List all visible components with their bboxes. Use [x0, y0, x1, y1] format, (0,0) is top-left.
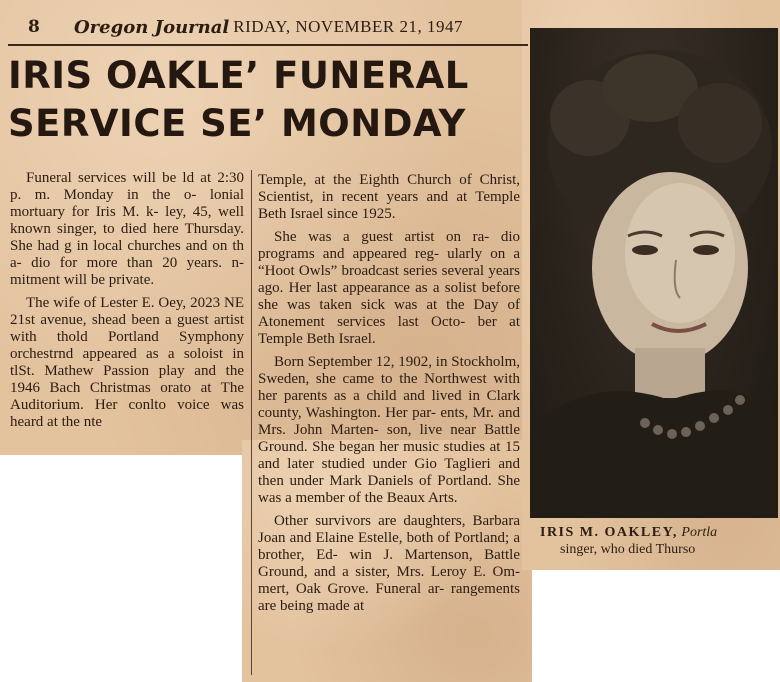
- newspaper-name: Oregon Journal: [74, 16, 230, 38]
- article-paragraph: The wife of Lester E. Oey, 2023 NE 21st avenue, shead been a guest artist with thold Portland Symphony orchestrnd appeared as a soloist in tlSt. Mathew Passion play and the 1946 Bach Christmas orato at The Auditorium. Her conlto voice was heard at the nte: [10, 295, 244, 430]
- caption-line-2: singer, who died Thurso: [560, 542, 696, 557]
- page-number: 8: [28, 17, 40, 37]
- headline-line-1: IRIS OAKLE’ FUNERAL: [8, 54, 469, 97]
- headline-line-2: SERVICE SE’ MONDAY: [8, 102, 466, 145]
- masthead: [8, 10, 528, 46]
- article-column-left: [10, 170, 244, 437]
- portrait-photo: [530, 28, 778, 518]
- article-paragraph: Temple, at the Eighth Church of Christ, Scientist, in recent years and at Temple Beth Israel since 1925.: [258, 172, 520, 222]
- column-divider: [251, 170, 252, 675]
- article-paragraph: Other survivors are daughters, Barbara Joan and Elaine Estelle, both of Portland; a brother, Ed- win J. Martenson, Battle Ground, and a sister, Mrs. Leroy E. Om- mert, Oak Grove. Funeral ar- rangements are being made at: [258, 513, 520, 614]
- caption-name: IRIS M. OAKLEY,: [540, 525, 678, 540]
- article-paragraph: Funeral services will be ld at 2:30 p. m. Monday in the o- lonial mortuary for Iris M. k- ley, 45, well known singer, to died here Thursday. She had g in local churches and on th a- dio for more than 20 years. n- mitment will be private.: [10, 170, 244, 288]
- publication-date: RIDAY, NOVEMBER 21, 1947: [233, 17, 463, 36]
- article-paragraph: She was a guest artist on ra- dio programs and appeared reg- ularly on a “Hoot Owls” broadcast series several years ago. Her last appearance as a solist before she was taken sick was at the Day of Atonement services last Octo- ber at Temple Beth Israel.: [258, 229, 520, 347]
- portrait-image: [530, 28, 778, 518]
- article-paragraph: Born September 12, 1902, in Stockholm, Sweden, she came to the Northwest with her parents as a child and lived in Clark county, Washington. Her par- ents, Mr. and Mrs. John Marten- son, live near Battle Ground. She began her music studies at 15 and later studied under Gio Taglieri and then under Mark Daniels of Portland. She was a member of the Beaux Arts.: [258, 354, 520, 506]
- article-column-right: [258, 172, 520, 621]
- caption-text: Portla: [681, 525, 718, 540]
- photo-caption: [540, 524, 776, 558]
- headline: [8, 52, 528, 148]
